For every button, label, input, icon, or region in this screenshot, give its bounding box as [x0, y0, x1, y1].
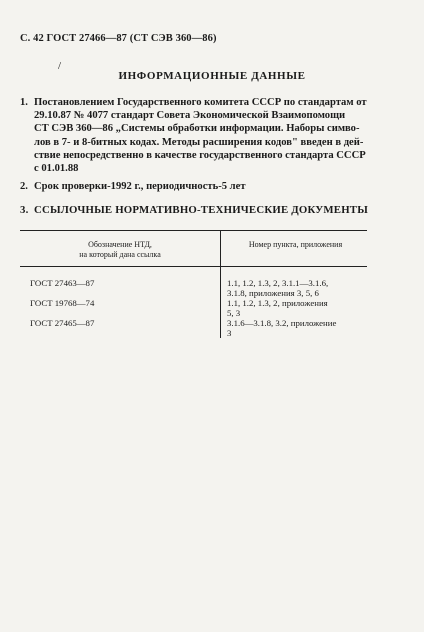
cell-line: 3.1.8, приложения 3, 5, 6: [227, 288, 319, 298]
text-line: ствие непосредственно в качестве государственного стандарта СССР: [34, 149, 366, 161]
section-title: ССЫЛОЧНЫЕ НОРМАТИВНО-ТЕХНИЧЕСКИЕ ДОКУМЕНТЫ: [34, 204, 369, 216]
info-item-2: [20, 180, 334, 193]
item-number: 2.: [20, 181, 28, 192]
table-header-rule: [20, 266, 367, 267]
text-line: Срок проверки-1992 г., периодичность-5 лет: [34, 181, 246, 192]
references-table: [20, 230, 367, 340]
text-line: лов в 7- и 8-битных кодах. Методы расширения кодов" введен в дей-: [34, 136, 364, 148]
item-number: 1.: [20, 97, 28, 108]
cell-document: ГОСТ 27463—87: [30, 278, 95, 288]
item-text: [34, 96, 384, 175]
cell-clauses: [227, 298, 367, 318]
section-3-heading: [20, 204, 368, 216]
table-top-rule: [20, 230, 367, 231]
text-line: 29.10.87 № 4077 стандарт Совета Экономической Взаимопомощи: [34, 110, 346, 122]
cell-line: 1.1, 1.2, 1.3, 2, приложения: [227, 298, 328, 308]
page-title: ИНФОРМАЦИОННЫЕ ДАННЫЕ: [118, 70, 306, 82]
cell-line: 3.1.6—3.1.8, 3.2, приложение: [227, 318, 337, 328]
text-line: с 01.01.88: [34, 163, 79, 175]
cell-line: 3: [227, 328, 232, 338]
cell-document: ГОСТ 27465—87: [30, 318, 95, 328]
cell-clauses: [227, 278, 367, 298]
cell-line: 1.1, 1.2, 1.3, 2, 3.1.1—3.1.6,: [227, 278, 329, 288]
text-line: Постановлением Государственного комитета СССР по стандартам от: [34, 97, 367, 108]
column-header-clause: Номер пункта, приложения: [248, 240, 343, 249]
cell-clauses: [227, 318, 367, 338]
page-header: С. 42 ГОСТ 27466—87 (СТ СЭВ 360—86): [20, 33, 217, 44]
table-column-divider: [220, 230, 221, 338]
header-line: Обозначение НТД,: [88, 240, 152, 249]
header-line: на который дана ссылка: [79, 250, 161, 259]
handwritten-mark: /: [58, 60, 62, 72]
info-item-1: [20, 96, 384, 175]
text-line: СТ СЭВ 360—86 „Системы обработки информации. Наборы симво-: [34, 123, 360, 135]
item-text: [34, 180, 334, 193]
section-number: 3.: [20, 204, 29, 216]
cell-line: 5, 3: [227, 308, 241, 318]
cell-document: ГОСТ 19768—74: [30, 298, 95, 308]
column-header-document: [20, 240, 220, 260]
